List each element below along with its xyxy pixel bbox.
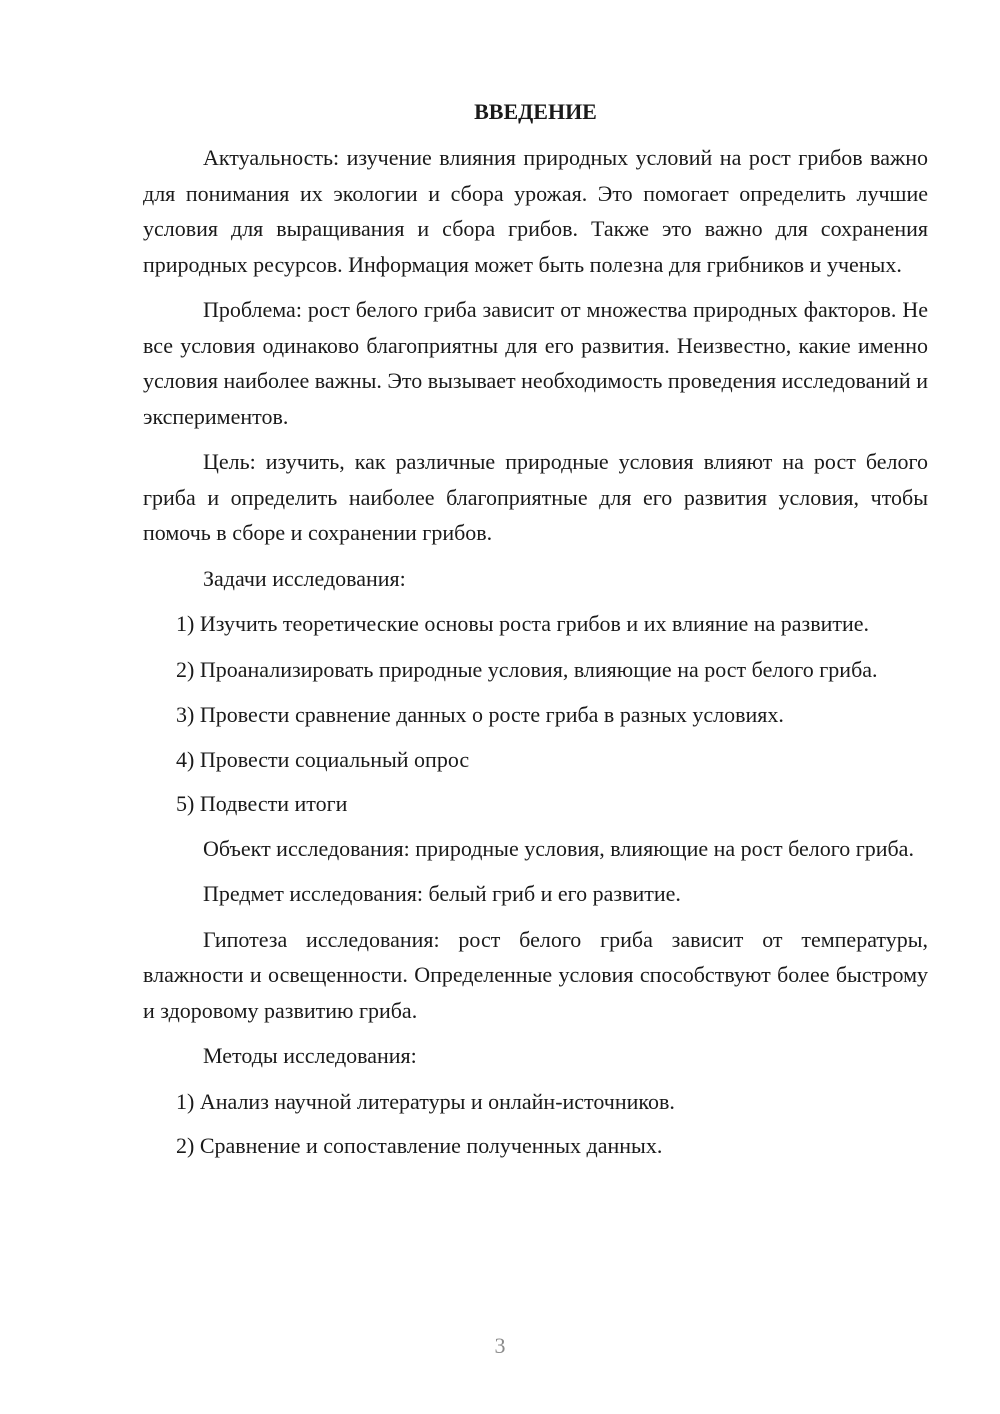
- page-title: ВВЕДЕНИЕ: [474, 99, 597, 124]
- page-content: [143, 94, 928, 1173]
- problem-paragraph: Проблема: рост белого гриба зависит от множества природных факторов. Не все условия одинаково благоприятны для его развития. Неизвестно, какие именно условия наиболее важны. Это вызывает необходимость проведения исследований и экспериментов.: [143, 297, 928, 429]
- method-item: 1) Анализ научной литературы и онлайн-источников.: [176, 1088, 675, 1114]
- task-item: 2) Проанализировать природные условия, влияющие на рост белого гриба.: [176, 656, 878, 682]
- methods-heading: Методы исследования:: [203, 1043, 417, 1068]
- task-item: 3) Провести сравнение данных о росте гриба в разных условиях.: [176, 702, 784, 727]
- task-item: 4) Провести социальный опрос: [176, 746, 470, 772]
- hypothesis-paragraph: Гипотеза исследования: рост белого гриба зависит от температуры, влажности и освещенности. Определенные условия способствуют более быстрому и здоровому развитию гриба.: [143, 926, 928, 1023]
- subject-paragraph: Предмет исследования: белый гриб и его развитие.: [203, 881, 681, 906]
- relevance-paragraph: Актуальность: изучение влияния природных условий на рост грибов важно для понимания их экологии и сбора урожая. Это помогает определить лучшие условия для выращивания и сбора грибов. Также это важно для сохранения природных ресурсов. Информация может быть полезна для грибников и ученых.: [143, 145, 928, 277]
- goal-paragraph: Цель: изучить, как различные природные условия влияют на рост белого гриба и определить наиболее благоприятные для его развития условия, чтобы помочь в сборе и сохранении грибов.: [143, 449, 928, 545]
- tasks-heading: Задачи исследования:: [203, 565, 406, 591]
- task-item: 5) Подвести итоги: [176, 791, 348, 816]
- object-paragraph: Объект исследования: природные условия, влияющие на рост белого гриба.: [203, 835, 914, 861]
- task-item: 1) Изучить теоретические основы роста грибов и их влияние на развитие.: [176, 611, 870, 636]
- page-number: 3: [494, 1333, 506, 1358]
- method-item: 2) Сравнение и сопоставление полученных данных.: [176, 1133, 663, 1158]
